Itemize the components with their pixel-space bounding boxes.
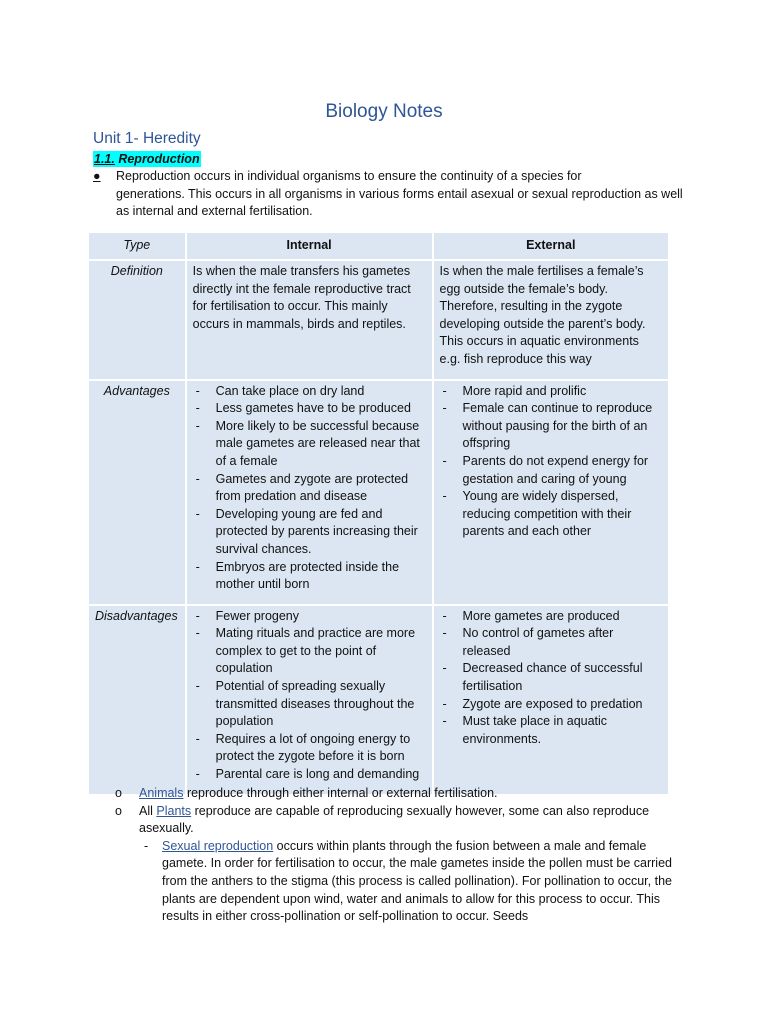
- list-item: - Zygote are exposed to predation: [440, 696, 662, 714]
- list-item: - More likely to be successful because male gametes are released near that of a female: [193, 418, 426, 471]
- animals-link[interactable]: Animals: [139, 786, 184, 800]
- disadvantages-external-cell: [433, 605, 669, 795]
- section-number: 1.1.: [94, 152, 115, 166]
- list-item: - No control of gametes after released: [440, 625, 662, 660]
- sexual-reproduction-link[interactable]: Sexual reproduction: [162, 838, 274, 853]
- list-item: - Mating rituals and practice are more complex to get to the point of copulation: [193, 625, 426, 678]
- list-item: - Developing young are fed and protected by parents increasing their survival chances.: [193, 506, 426, 559]
- list-item: - Gametes and zygote are protected from predation and disease: [193, 471, 426, 506]
- document-title: Biology Notes: [325, 101, 443, 122]
- advantages-internal-cell: [186, 380, 433, 605]
- advantages-internal-list: [193, 383, 426, 594]
- list-item: - Embryos are protected inside the mother until born: [193, 559, 426, 594]
- dash-bullet-icon: -: [144, 838, 149, 853]
- header-internal: Internal: [186, 232, 433, 260]
- list-item: - Less gametes have to be produced: [193, 400, 426, 418]
- row-label-advantages: Advantages: [88, 380, 186, 605]
- table-row-advantages: [88, 380, 669, 605]
- list-item: - Decreased chance of successful fertilisation: [440, 660, 662, 695]
- circle-bullet-icon: o: [115, 786, 122, 800]
- list-item: - Must take place in aquatic environments.: [440, 713, 662, 748]
- item-prefix: All: [139, 803, 157, 818]
- unit-heading: Unit 1- Heredity: [93, 130, 201, 147]
- advantages-external-cell: [433, 380, 669, 605]
- list-item: - Potential of spreading sexually transmitted diseases throughout the population: [193, 678, 426, 731]
- list-item-sexual-reproduction: [115, 838, 675, 926]
- table-row-definition: [88, 260, 669, 380]
- intro-paragraph: [93, 168, 683, 221]
- list-item-plants: [115, 803, 675, 838]
- item-text: reproduce are capable of reproducing sexually however, some can also reproduce asexually.: [139, 803, 650, 836]
- item-text: occurs within plants through the fusion between a male and female gamete. In order for fertilisation to occur, the male gametes inside the pollen must be carried from the anthers to the stigma (this process is called pollination). For pollination to occur, the plants are dependent upon wind, water and animals to allow for this process to occur. This results in either cross-pollination or self-pollination to occur. Seeds: [162, 838, 672, 924]
- row-label-definition: Definition: [88, 260, 186, 380]
- reproduction-table: [87, 231, 670, 796]
- list-item: - More gametes are produced: [440, 608, 662, 626]
- circle-bullet-icon: o: [115, 803, 122, 818]
- row-label-disadvantages: Disadvantages: [88, 605, 186, 795]
- list-item: - Can take place on dry land: [193, 383, 426, 401]
- list-item: - Parental care is long and demanding: [193, 766, 426, 784]
- section-heading: [93, 151, 201, 167]
- intro-continuation: generations. This occurs in all organisms in various forms entail asexual or sexual reproduction as well as internal and external fertilisation.: [116, 186, 683, 218]
- section-title: Reproduction: [114, 152, 200, 166]
- notes-list: [115, 785, 675, 926]
- list-item: - More rapid and prolific: [440, 383, 662, 401]
- definition-internal: Is when the male transfers his gametes directly int the female reproductive tract for fertilisation to occur. This mainly occurs in mammals, birds and reptiles.: [186, 260, 433, 380]
- disadvantages-internal-cell: [186, 605, 433, 795]
- intro-line-1: Reproduction occurs in individual organisms to ensure the continuity of a species for: [116, 169, 582, 183]
- table-header-row: [88, 232, 669, 260]
- definition-external: Is when the male fertilises a female’s egg outside the female’s body. Therefore, resulting in the zygote developing outside the parent’s body. This occurs in aquatic environments e.g. fish reproduce this way: [433, 260, 669, 380]
- plants-link[interactable]: Plants: [156, 803, 192, 818]
- list-item: - Requires a lot of ongoing energy to protect the zygote before it is born: [193, 731, 426, 766]
- header-type: Type: [88, 232, 186, 260]
- list-item: - Female can continue to reproduce without pausing for the birth of an offspring: [440, 400, 662, 453]
- advantages-external-list: [440, 383, 662, 541]
- disadvantages-external-list: [440, 608, 662, 749]
- disadvantages-internal-list: [193, 608, 426, 784]
- list-item: - Parents do not expend energy for gestation and caring of young: [440, 453, 662, 488]
- table-row-disadvantages: [88, 605, 669, 795]
- list-item-animals: [115, 785, 675, 803]
- bullet-icon: ●: [93, 169, 101, 183]
- header-external: External: [433, 232, 669, 260]
- item-text: reproduce through either internal or external fertilisation.: [183, 786, 498, 800]
- list-item: - Fewer progeny: [193, 608, 426, 626]
- list-item: - Young are widely dispersed, reducing competition with their parents and each other: [440, 488, 662, 541]
